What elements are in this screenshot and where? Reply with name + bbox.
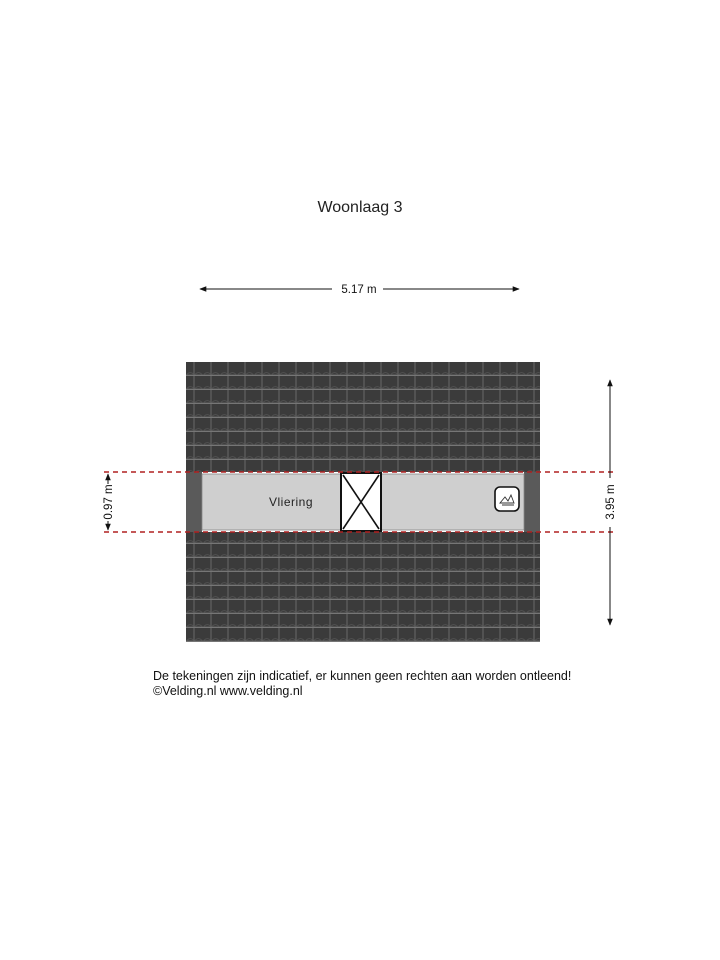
disclaimer-block <box>153 669 571 699</box>
depth-label: 3.95 m <box>605 484 617 520</box>
width-dimension <box>200 284 519 296</box>
room-label: Vliering <box>268 495 314 509</box>
floor-title: Woonlaag 3 <box>317 199 403 216</box>
right-wall <box>524 472 540 532</box>
disclaimer-text: De tekeningen zijn indicatief, er kunnen geen rechten aan worden ontleend! <box>153 669 572 683</box>
depth-dimension <box>605 380 617 625</box>
boiler-icon <box>495 487 519 511</box>
loft-hatch-icon <box>340 472 382 532</box>
attic-height-label: 0.97 m <box>103 484 115 520</box>
attic-height-dimension <box>101 474 115 530</box>
width-label: 5.17 m <box>341 284 377 296</box>
copyright-text: ©Velding.nl www.velding.nl <box>153 684 303 698</box>
left-wall <box>186 472 202 532</box>
